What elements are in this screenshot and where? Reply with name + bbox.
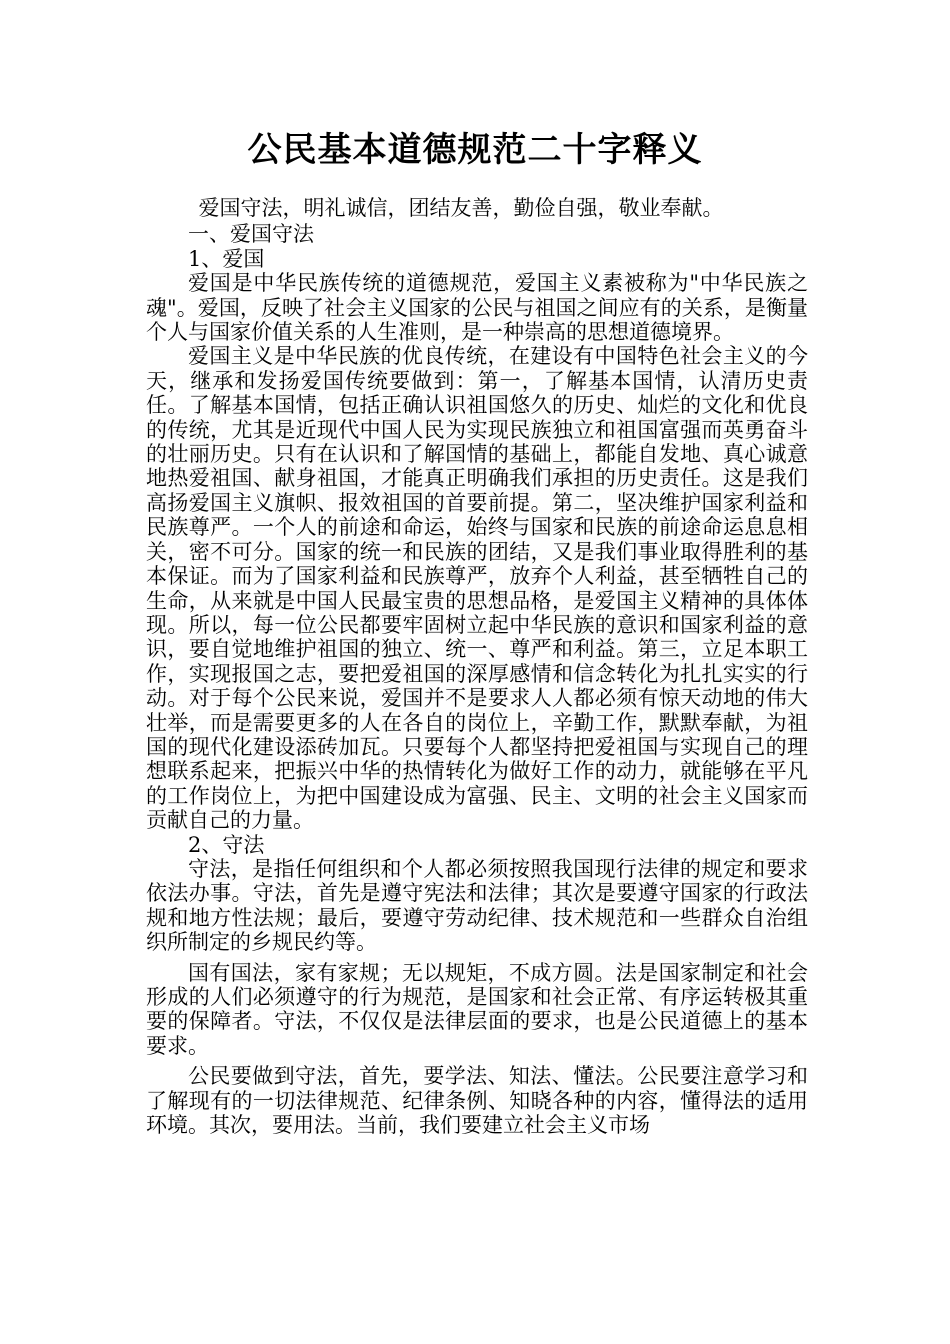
paragraph: 爱国是中华民族传统的道德规范，爱国主义素被称为"中华民族之魂"。爱国，反映了社会主义国家的公民与祖国之间应有的关系，是衡量个人与国家价值关系的人生准则，是一种崇高的思想道德境界。	[146, 271, 808, 345]
paragraph: 国有国法，家有家规；无以规矩，不成方圆。法是国家制定和社会形成的人们必须遵守的行为规范，是国家和社会正常、有序运转极其重要的保障者。守法，不仅仅是法律层面的要求，也是公民道德上的基本要求。	[146, 960, 808, 1058]
document-body	[146, 196, 808, 1137]
subsection-heading-patriotism: 1、爱国	[188, 246, 265, 271]
paragraph: 公民要做到守法，首先，要学法、知法、懂法。公民要注意学习和了解现有的一切法律规范、纪律条例、知晓各种的内容，懂得法的适用环境。其次，要用法。当前，我们要建立社会主义市场	[146, 1064, 808, 1138]
motto-line: 爱国守法，明礼诚信，团结友善，勤俭自强，敬业奉献。	[198, 196, 724, 220]
paragraph: 爱国主义是中华民族的优良传统，在建设有中国特色社会主义的今天，继承和发扬爱国传统要做到：第一，了解基本国情，认清历史责任。了解基本国情，包括正确认识祖国悠久的历史、灿烂的文化和优良的传统，尤其是近现代中国人民为实现民族独立和祖国富强而英勇奋斗的壮丽历史。只有在认识和了解国情的基础上，都能自发地、真心诚意地热爱祖国、献身祖国，才能真正明确我们承担的历史责任。这是我们高扬爱国主义旗帜、报效祖国的首要前提。第二，坚决维护国家利益和民族尊严。一个人的前途和命运，始终与国家和民族的前途命运息息相关，密不可分。国家的统一和民族的团结，又是我们事业取得胜利的基本保证。而为了国家利益和民族尊严，放弃个人利益，甚至牺牲自己的生命，从来就是中国人民最宝贵的思想品格，是爱国主义精神的具体体现。所以，每一位公民都要牢固树立起中华民族的意识和国家利益的意识，要自觉地维护祖国的独立、统一、尊严和利益。第三，立足本职工作，实现报国之志，要把爱祖国的深厚感情和信念转化为扎扎实实的行动。对于每个公民来说，爱国并不是要求人人都必须有惊天动地的伟大壮举，而是需要更多的人在各自的岗位上，辛勤工作，默默奉献，为祖国的现代化建设添砖加瓦。只要每个人都坚持把爱祖国与实现自己的理想联系起来，把振兴中华的热情转化为做好工作的动力，就能够在平凡的工作岗位上，为把中国建设成为富强、民主、文明的社会主义国家而贡献自己的力量。	[146, 344, 808, 833]
paragraph: 守法，是指任何组织和个人都必须按照我国现行法律的规定和要求依法办事。守法，首先是遵守宪法和法律；其次是要遵守国家的行政法规和地方性法规；最后，要遵守劳动纪律、技术规范和一些群众自治组织所制定的乡规民约等。	[146, 856, 808, 955]
document-title: 公民基本道德规范二十字释义	[247, 130, 703, 170]
subsection-heading-law-abiding: 2、守法	[188, 832, 265, 857]
section-heading-1: 一、爱国守法	[188, 222, 314, 247]
